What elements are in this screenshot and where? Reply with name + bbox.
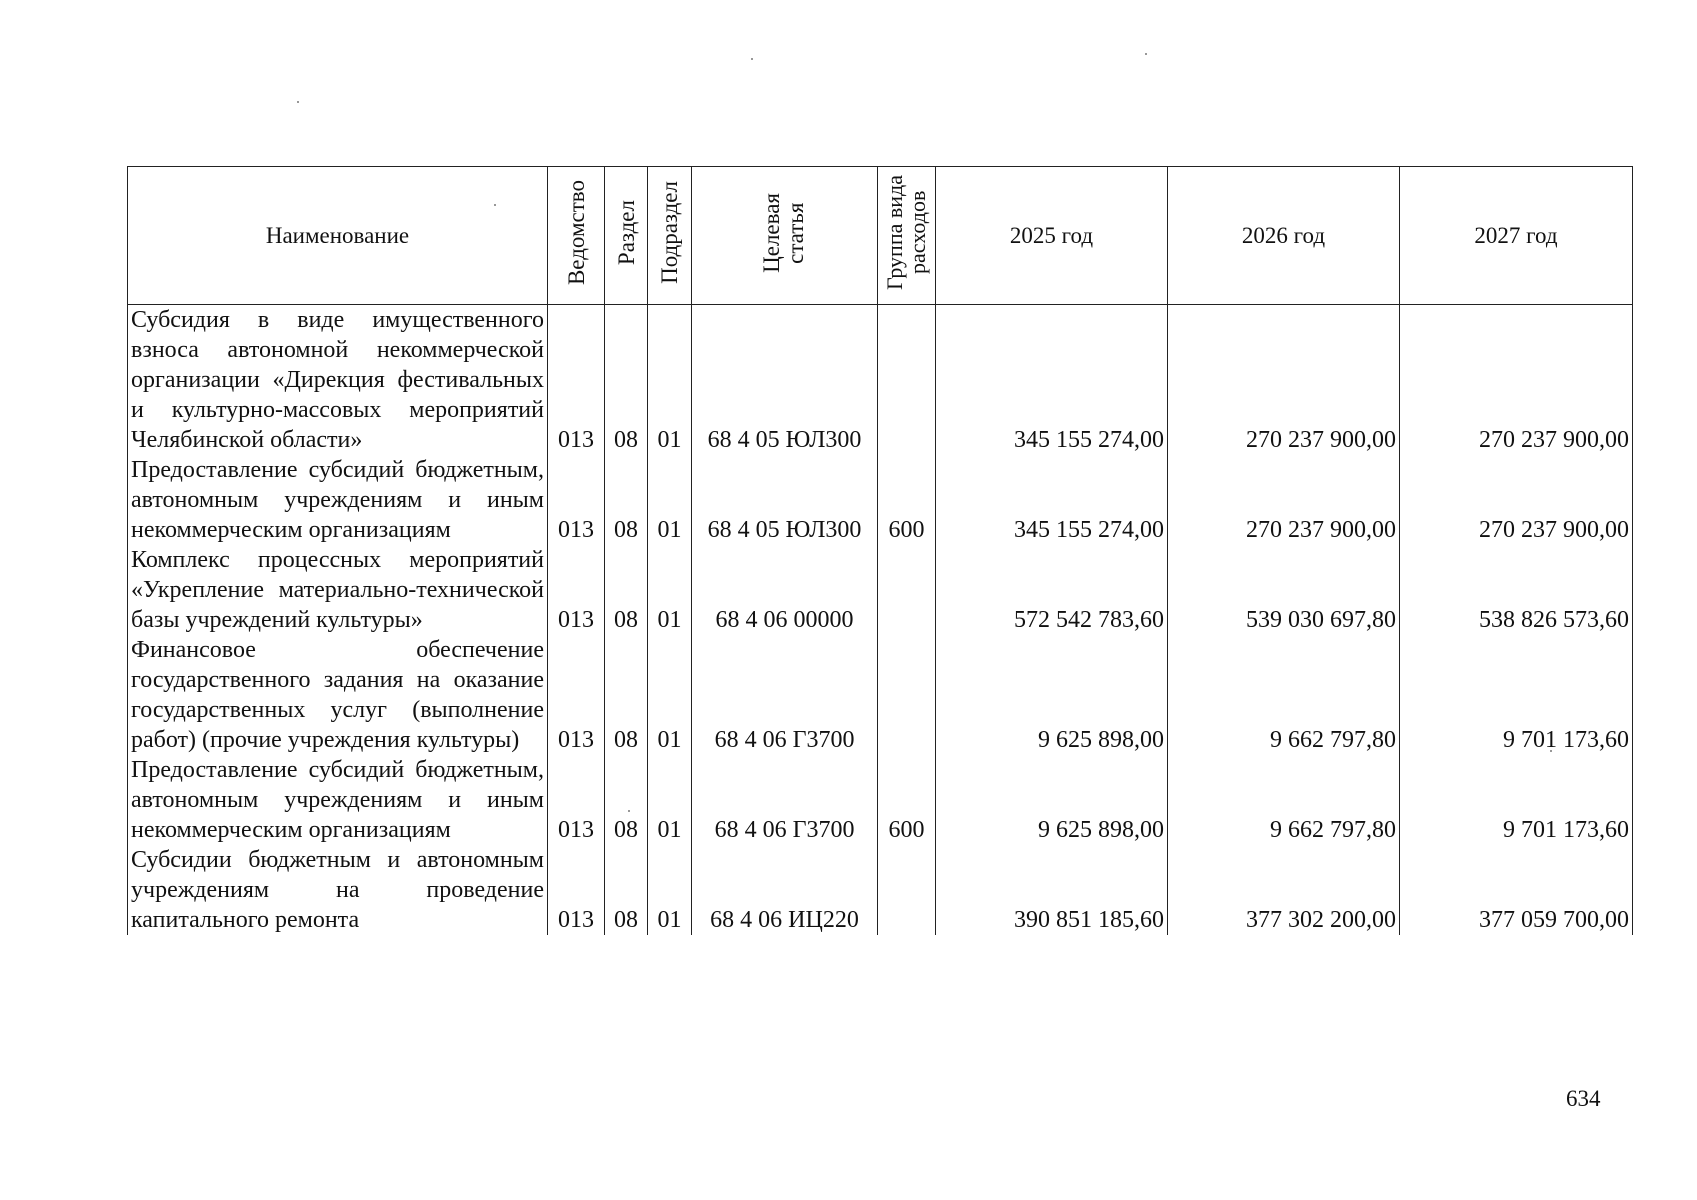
header-celevaya-statya [692,167,878,305]
row-vedomstvo: 013 [548,305,605,456]
header-gruppa-line1: Группа вида [882,175,908,290]
row-celevaya: 68 4 06 00000 [692,545,878,635]
page-number: 634 [1566,1086,1601,1111]
row-podrazdel: 01 [648,755,692,845]
row-podrazdel: 01 [648,845,692,935]
row-amount-2027: 270 237 900,00 [1400,455,1633,545]
row-amount-2025: 345 155 274,00 [936,455,1168,545]
scan-speck [751,58,753,60]
header-vedomstvo: Ведомство [548,167,605,305]
row-amount-2027: 377 059 700,00 [1400,845,1633,935]
scan-speck [1145,53,1147,55]
row-gruppa [878,545,936,635]
header-razdel: Раздел [605,167,648,305]
row-podrazdel: 01 [648,455,692,545]
row-vedomstvo: 013 [548,455,605,545]
row-vedomstvo: 013 [548,545,605,635]
row-amount-2027: 538 826 573,60 [1400,545,1633,635]
scan-speck [297,101,299,103]
row-amount-2027: 270 237 900,00 [1400,305,1633,456]
header-podrazdel: Подраздел [648,167,692,305]
row-gruppa: 600 [878,755,936,845]
header-year-2026: 2026 год [1168,167,1400,305]
header-gruppa-vida-rashodov [878,167,936,305]
row-name: Субсидии бюджетным и автономным учреждениям на проведение капитального ремонта [128,845,548,935]
row-celevaya: 68 4 06 Г3700 [692,635,878,755]
budget-table [127,166,1633,935]
row-amount-2025: 390 851 185,60 [936,845,1168,935]
row-name: Комплекс процессных мероприятий «Укрепление материально-технической базы учреждений культуры» [128,545,548,635]
header-celevaya-line2: статья [783,201,809,264]
row-name: Финансовое обеспечение государственного задания на оказание государственных услуг (выполнение работ) (прочие учреждения культуры) [128,635,548,755]
table-row [128,455,1633,545]
row-podrazdel: 01 [648,545,692,635]
row-name: Субсидия в виде имущественного взноса автономной некоммерческой организации «Дирекция фестивальных и культурно-массовых мероприятий Челябинской области» [128,305,548,456]
row-amount-2026: 270 237 900,00 [1168,455,1400,545]
row-amount-2026: 270 237 900,00 [1168,305,1400,456]
row-vedomstvo: 013 [548,755,605,845]
row-podrazdel: 01 [648,635,692,755]
row-amount-2025: 572 542 783,60 [936,545,1168,635]
header-celevaya-line1: Целевая [759,192,785,273]
row-amount-2025: 9 625 898,00 [936,755,1168,845]
table-header-row [128,167,1633,305]
row-podrazdel: 01 [648,305,692,456]
row-celevaya: 68 4 06 Г3700 [692,755,878,845]
row-razdel: 08 [605,635,648,755]
row-razdel: 08 [605,455,648,545]
row-vedomstvo: 013 [548,635,605,755]
header-year-2027: 2027 год [1400,167,1633,305]
row-name: Предоставление субсидий бюджетным, автономным учреждениям и иным некоммерческим организациям [128,755,548,845]
row-vedomstvo: 013 [548,845,605,935]
row-razdel: 08 [605,545,648,635]
row-amount-2026: 539 030 697,80 [1168,545,1400,635]
table-row [128,845,1633,935]
row-amount-2025: 9 625 898,00 [936,635,1168,755]
header-year-2025: 2025 год [936,167,1168,305]
row-amount-2027: 9 701 173,60 [1400,635,1633,755]
row-gruppa [878,845,936,935]
row-amount-2027: 9 701 173,60 [1400,755,1633,845]
row-razdel: 08 [605,845,648,935]
row-celevaya: 68 4 06 ИЦ220 [692,845,878,935]
row-amount-2026: 9 662 797,80 [1168,635,1400,755]
row-razdel: 08 [605,755,648,845]
row-amount-2026: 9 662 797,80 [1168,755,1400,845]
header-name: Наименование [128,167,548,305]
table-row [128,305,1633,456]
row-amount-2026: 377 302 200,00 [1168,845,1400,935]
row-celevaya: 68 4 05 ЮЛ300 [692,455,878,545]
table-row [128,545,1633,635]
row-gruppa [878,635,936,755]
table-row [128,755,1633,845]
row-amount-2025: 345 155 274,00 [936,305,1168,456]
row-celevaya: 68 4 05 ЮЛ300 [692,305,878,456]
row-razdel: 08 [605,305,648,456]
table-row [128,635,1633,755]
row-gruppa [878,305,936,456]
row-name: Предоставление субсидий бюджетным, автономным учреждениям и иным некоммерческим организациям [128,455,548,545]
header-gruppa-line2: расходов [905,190,931,275]
row-gruppa: 600 [878,455,936,545]
